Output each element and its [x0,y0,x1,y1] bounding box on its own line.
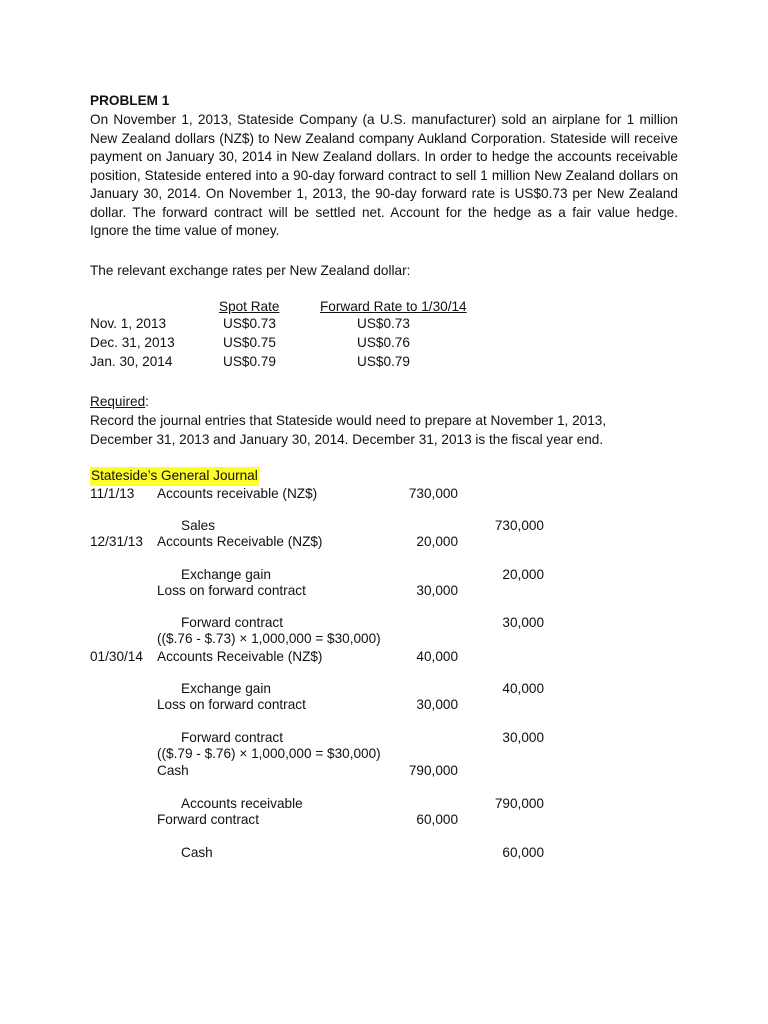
account-name: Exchange gain [181,681,271,696]
debit-amount: 730,000 [408,486,458,501]
rate-forward: US$0.76 [357,335,410,350]
rate-spot: US$0.75 [223,335,276,350]
debit-amount: 20,000 [416,534,458,549]
journal-line [0,762,768,780]
journal-line [0,745,768,763]
credit-amount: 40,000 [502,681,544,696]
required-text: Record the journal entries that Stateside would need to prepare at November 1, 2013, December 31, 2013 and January 30, 2014. December 31, 2013 is the fiscal year end. [90,413,607,447]
credit-amount: 30,000 [502,615,544,630]
debit-amount: 790,000 [408,763,458,778]
account-name: Loss on forward contract [157,697,306,712]
account-name: Accounts Receivable (NZ$) [157,534,323,549]
rate-spot: US$0.73 [223,316,276,331]
required-heading [90,393,149,412]
credit-amount: 20,000 [502,567,544,582]
rate-date: Jan. 30, 2014 [90,354,173,369]
rate-forward: US$0.79 [357,354,410,369]
account-name: Cash [181,845,213,860]
account-name: Exchange gain [181,567,271,582]
forward-rate-header: Forward Rate to 1/30/14 [320,299,467,314]
calculation-note: (($.79 - $.76) × 1,000,000 = $30,000) [157,746,381,761]
rate-date: Dec. 31, 2013 [90,335,175,350]
spot-rate-header: Spot Rate [219,299,280,314]
account-name: Sales [181,518,216,533]
journal-line [0,485,768,503]
account-name: Forward contract [181,730,283,745]
entry-date: 01/30/14 [90,649,143,664]
entry-date: 12/31/13 [90,534,143,549]
account-name: Accounts receivable [181,796,303,811]
rate-spot: US$0.79 [223,354,276,369]
account-name: Forward contract [181,615,283,630]
rate-forward: US$0.73 [357,316,410,331]
journal-title: Stateside’s General Journal [90,467,259,486]
required-colon: : [145,394,149,409]
account-name: Accounts Receivable (NZ$) [157,649,323,664]
entry-date: 11/1/13 [90,486,135,501]
journal-line [0,630,768,648]
account-name: Forward contract [157,812,259,827]
rate-date: Nov. 1, 2013 [90,316,167,331]
debit-amount: 30,000 [416,583,458,598]
account-name: Loss on forward contract [157,583,306,598]
credit-amount: 730,000 [494,518,544,533]
debit-amount: 60,000 [416,812,458,827]
problem-title: PROBLEM 1 [90,93,170,108]
rate-row [0,353,768,372]
journal-line [0,582,768,600]
journal-line [0,844,768,862]
rate-row [0,334,768,353]
account-name: Accounts receivable (NZ$) [157,486,318,501]
credit-amount: 60,000 [502,845,544,860]
credit-amount: 790,000 [494,796,544,811]
debit-amount: 40,000 [416,649,458,664]
problem-text: On November 1, 2013, Stateside Company (a U.S. manufacturer) sold an airplane for 1 million New Zealand dollars (NZ$) to New Zealand company Aukland Corporation. Stateside will receive payment on January 30, 2014 in New Zealand dollars. In order to hedge the accounts receivable position, Stateside entered into a 90-day forward contract to sell 1 million New Zealand dollars on January 30, 2014. On November 1, 2013, the 90-day forward rate is US$0.73 per New Zealand dollar. The forward contract will be settled net. Account for the hedge as a fair value hedge. Ignore the time value of money. [90,112,678,238]
credit-amount: 30,000 [502,730,544,745]
required-label: Required [90,394,146,409]
debit-amount: 30,000 [416,697,458,712]
journal-line [0,533,768,551]
account-name: Cash [157,763,189,778]
rates-intro: The relevant exchange rates per New Zealand dollar: [90,263,411,278]
journal-line [0,696,768,714]
journal-line [0,811,768,829]
rate-row [0,315,768,334]
journal-line [0,648,768,666]
calculation-note: (($.76 - $.73) × 1,000,000 = $30,000) [157,631,381,646]
